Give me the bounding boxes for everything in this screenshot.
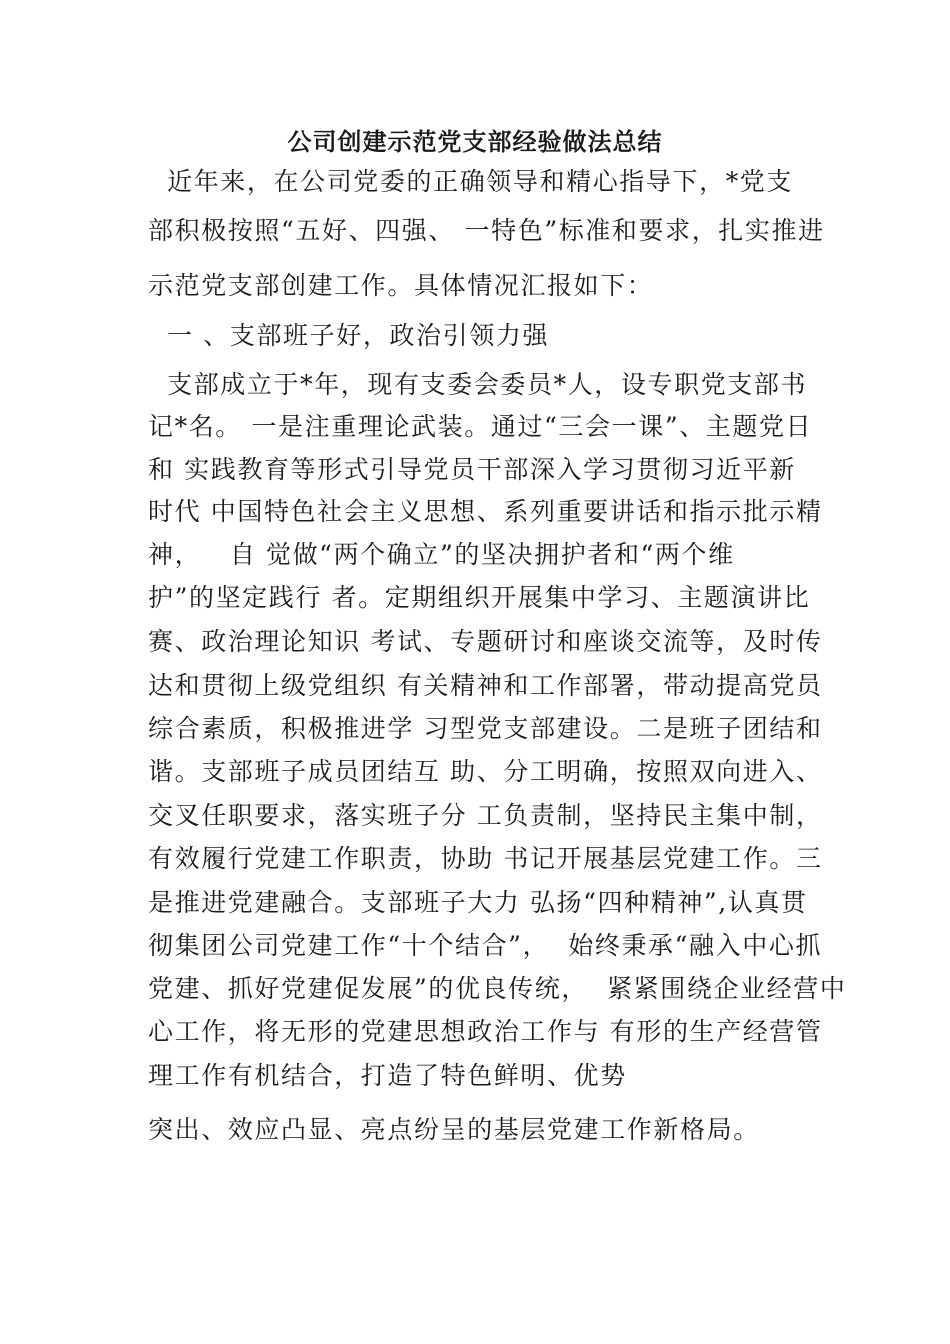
body-line-7: 赛、政治理论知识 考试、专题研讨和座谈交流等，及时传 — [148, 627, 823, 656]
body-line-12: 有效履行党建工作职责，协助 书记开展基层党建工作。三 — [148, 844, 823, 873]
intro-line-1: 近年来，在公司党委的正确领导和精心指导下，*党支 — [148, 167, 793, 196]
body-line-9: 综合素质，积极推进学 习型党支部建设。二是班子团结和 — [148, 714, 823, 743]
body-line-5: 神， 自 觉做“两个确立”的坚决拥护者和“两个维 — [148, 540, 735, 569]
body-line-4: 时代 中国特色社会主义思想、系列重要讲话和指示批示精 — [148, 497, 823, 526]
body-line-14: 彻集团公司党建工作“十个结合”， 始终秉承“融入中心抓 — [148, 931, 823, 960]
final-line: 突出、效应凸显、亮点纷呈的基层党建工作新格局。 — [148, 1115, 760, 1144]
body-line-8: 达和贯彻上级党组织 有关精神和工作部署，带动提高党员 — [148, 671, 823, 700]
body-line-3: 和 实践教育等形式引导党员干部深入学习贯彻习近平新 — [148, 455, 796, 484]
body-line-10: 谐。支部班子成员团结互 助、分工明确，按照双向进入、 — [148, 757, 823, 786]
body-line-1: 支部成立于*年，现有支委会委员*人，设专职党支部书 — [148, 370, 808, 399]
section-heading: 一 、支部班子好，政治引领力强 — [148, 321, 550, 350]
body-line-2: 记*名。 一是注重理论武装。通过“三会一课”、主题党日 — [148, 412, 813, 441]
body-line-11: 交叉任职要求，落实班子分 工负责制，坚持民主集中制， — [148, 801, 823, 830]
body-line-13: 是推进党建融合。支部班子大力 弘扬“四种精神”,认真贯 — [148, 888, 808, 917]
document-title: 公司创建示范党支部经验做法总结 — [287, 127, 663, 156]
body-line-15: 党建、抓好党建促发展”的优良传统， 紧紧围绕企业经营中 — [148, 974, 847, 1003]
body-line-6: 护”的坚定践行 者。定期组织开展集中学习、主题演讲比 — [148, 583, 811, 612]
body-line-16: 心工作，将无形的党建思想政治工作与 有形的生产经营管 — [148, 1017, 823, 1046]
intro-line-2: 部积极按照“五好、四强、 一特色”标准和要求，扎实推进 — [148, 216, 825, 245]
body-line-17: 理工作有机结合，打造了特色鲜明、优势 — [148, 1061, 627, 1090]
intro-line-3: 示范党支部创建工作。具体情况汇报如下： — [148, 271, 654, 300]
